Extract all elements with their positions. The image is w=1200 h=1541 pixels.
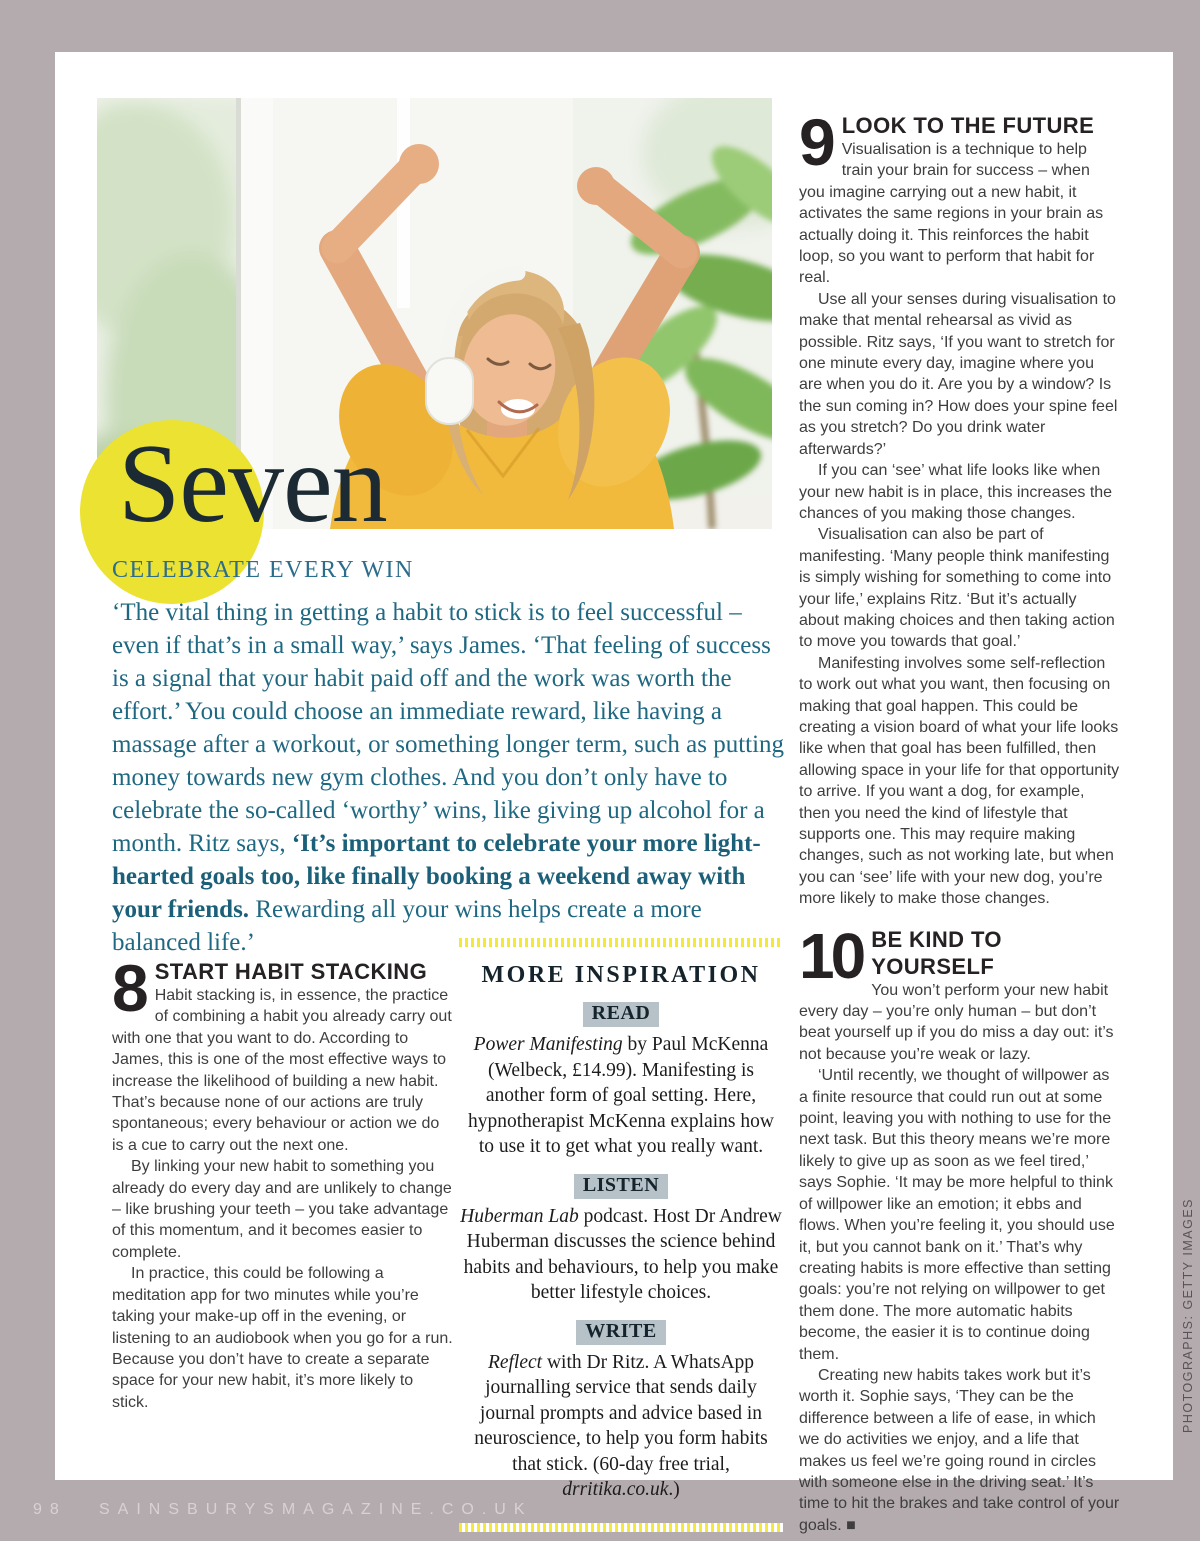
write-body: with Dr Ritz. A WhatsApp journalling service that sends daily journal prompts and advice based in neuroscience, to help you form habits that stick. (60-day free trial,: [474, 1351, 768, 1475]
quote-regular-2: Rewarding all your wins helps create a more balanced life.’: [112, 896, 702, 956]
quote-regular-1: ‘The vital thing in getting a habit to stick is to feel successful – even if that’s in a small way,’ says James. ‘That feeling of success is a signal that your habit paid off and the work was worth the effort.’ You could choose an immediate reward, like having a massage after a workout, or something longer term, such as putting money towards new gym clothes. And you don’t only have to celebrate the so-called ‘worthy’ wins, like giving up alcohol for a month. Ritz says,: [112, 599, 785, 857]
section-subtitle: CELEBRATE EVERY WIN: [112, 557, 414, 583]
inspiration-box: [459, 938, 783, 1532]
section-8-heading: START HABIT STACKING: [154, 959, 428, 984]
write-tail: .): [668, 1479, 680, 1500]
body-paragraph: Habit stacking is, in essence, the practice of combining a habit you already carry out with one that you want to do. According to James, this is one of the most effective ways to increase the likelihood of building a new habit. That’s because none of our actions are truly spontaneous; every behaviour or action we do is a cue to carry out the next one.: [112, 987, 452, 1154]
body-paragraph: By linking your new habit to something you already do every day and are unlikely to change – like brushing your teeth – you take advantage of this momentum, and it becomes easier to complete.: [112, 1158, 452, 1261]
listen-label: LISTEN: [574, 1174, 668, 1199]
section-10: [799, 919, 1120, 1537]
footer-site-url: SAINSBURYSMAGAZINE.CO.UK: [99, 1501, 533, 1518]
right-column: [799, 105, 1120, 1536]
listen-body: podcast. Host Dr Andrew Huberman discusses the science behind habits and behaviours, to help you make better lifestyle choices.: [463, 1205, 782, 1303]
section-9-heading: LOOK TO THE FUTURE: [841, 113, 1095, 138]
yellow-dashed-border-bottom: [459, 1523, 783, 1532]
body-paragraph: Creating new habits takes work but it’s worth it. Sophie says, ‘They can be the difference between a life of ease, in which we do activities we enjoy, and a life that makes us feel we’re going round in circles with someone else in the driving seat.’ It’s time to hit the brakes and take control of your goals. ■: [799, 1366, 1120, 1534]
read-text: [459, 1032, 783, 1160]
section-8-number: 8: [112, 951, 146, 1025]
inspiration-title: MORE INSPIRATION: [481, 962, 761, 988]
body-paragraph: Manifesting involves some self-reflection to work out what you want, then focusing on making that goal happen. This could be creating a vision board of what your life looks like when that goal has been fulfilled, then allowing space in your life for that opportunity to arrive. If you want a dog, for example, then you need the kind of lifestyle that supports one. This may require making changes, such as not working late, but when you can ‘see’ life with your new dog, you’re more likely to make those changes.: [799, 654, 1120, 908]
footer-page-number: 98: [33, 1501, 67, 1518]
section-9-number: 9: [799, 105, 833, 179]
hero-quote: [112, 596, 788, 959]
yellow-dashed-border-top: [459, 938, 783, 947]
write-text: [459, 1350, 783, 1503]
page-title: Seven: [118, 422, 387, 546]
quote-bold: ‘It’s important to celebrate your more light-hearted goals too, like finally booking a weekend away with your friends.: [112, 830, 761, 923]
read-label: READ: [583, 1002, 660, 1027]
write-url-italic: drritika.co.uk: [562, 1479, 669, 1500]
section-10-heading: BE KIND TO YOURSELF: [871, 926, 1002, 979]
section-8: [112, 951, 453, 1413]
body-paragraph: ‘Until recently, we thought of willpower as a finite resource that could run out at some point, leaving you with nothing to use for the next task. But this theory means we’re more likely to give up as soon as we feel tired,’ says Sophie. ‘It may be more helpful to think of willpower like an emotion; it ebbs and flows. When you’re feeling it, you should use it, but you cannot bank on it.’ That’s why creating habits is more effective than setting goals: you’re not relying on willpower to get them done. The more automatic habits become, the easier it is to continue doing them.: [799, 1067, 1115, 1363]
body-paragraph: In practice, this could be following a meditation app for two minutes while you’re taking your make-up off in the evening, or listening to an audiobook when you go for a run. Because you don’t have to create a separate space for your new habit, it’s more likely to stick.: [112, 1265, 453, 1411]
photo-credit: PHOTOGRAPHS: GETTY IMAGES: [1181, 1198, 1195, 1433]
body-paragraph: Visualisation can also be part of manifesting. ‘Many people think manifesting is simply wishing for something to come into your life,’ explains Ritz. ‘But it’s actually about making choices and then taking action to move you towards that goal.’: [799, 526, 1115, 651]
body-paragraph: Visualisation is a technique to help train your brain for success – when you imagine carrying out a new habit, it activates the same regions in your brain as actually doing it. This reinforces the habit loop, so you want to perform that habit for real.: [799, 141, 1104, 287]
body-paragraph: If you can ‘see’ what life looks like when your new habit is in place, this increases the chances of you making those changes.: [799, 462, 1113, 522]
body-paragraph: You won’t perform your new habit every day – you’re only human – but don’t beat yourself up if you do miss a day out: it’s not because you’re weak or lazy.: [799, 981, 1114, 1063]
listen-title-italic: Huberman Lab: [460, 1205, 579, 1227]
listen-text: [459, 1204, 783, 1306]
read-title-italic: Power Manifesting: [473, 1034, 623, 1055]
headphone-earcup: [426, 358, 473, 424]
body-paragraph: Use all your senses during visualisation to make that mental rehearsal as vivid as possible. Ritz says, ‘If you want to stretch for one minute every day, imagine where you are when you do it. Are you by a window? Is the sun coming in? How does your spine feel as you stretch? Do you drink water afterwards?’: [799, 290, 1118, 458]
section-9: [799, 105, 1120, 910]
write-title-italic: Reflect: [487, 1351, 543, 1373]
section-10-number: 10: [799, 919, 863, 992]
read-body: by Paul McKenna (Welbeck, £14.99). Manifesting is another form of goal setting. Here, hypnotherapist McKenna explains how to use it to get what you really want.: [468, 1034, 774, 1157]
write-label: WRITE: [576, 1320, 665, 1345]
